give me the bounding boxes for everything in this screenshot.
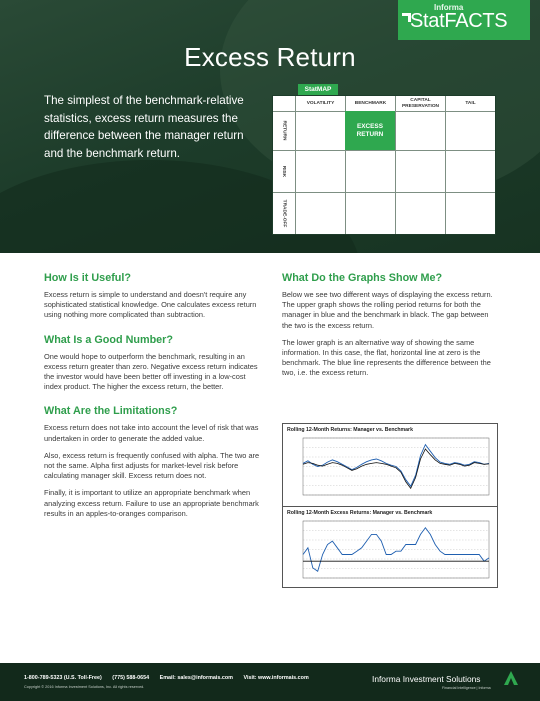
page-title: Excess Return — [184, 42, 356, 72]
statmap-col-tail: TAIL — [445, 96, 495, 111]
statmap-col-volatility: VOLATILITY — [295, 96, 345, 111]
upper-chart-title: Rolling 12-Month Returns: Manager vs. Benchmark — [287, 427, 413, 433]
footer-phone: (775) 588-0654 — [112, 675, 150, 681]
statmap-col-capital-preservation: CAPITAL PRESERVATION — [395, 96, 445, 111]
lower-chart — [287, 518, 493, 586]
section-heading-useful: How Is it Useful? — [44, 272, 131, 284]
logo-informa-text: Informa — [434, 3, 464, 12]
right-column — [282, 272, 498, 386]
footer-copyright: Copyright © 2016 Informa Investment Solutions, Inc. All rights reserved. — [24, 685, 145, 689]
upper-chart-series-1 — [303, 449, 489, 488]
upper-chart — [287, 435, 493, 503]
header-banner — [0, 0, 540, 253]
section-paragraph: Excess return is simple to understand and doesn't require any sophisticated statistical knowledge. One calculates excess return using nothing more complicated than subtraction. — [44, 290, 257, 320]
section-heading-limitations: What Are the Limitations? — [44, 405, 178, 418]
section-paragraph: One would hope to outperform the benchmark, resulting in an excess return greater than zero. Negative excess return indicates the investor would have been better off investing in a low-cost index product. The higher the excess return, the better. — [44, 351, 258, 392]
statmap-line — [273, 192, 495, 193]
footer-contact — [24, 675, 318, 681]
footer-web[interactable]: Visit: www.informais.com — [243, 675, 309, 681]
footer-phone-toll-free: 1-800-789-5323 (U.S. Toll-Free) — [24, 675, 102, 681]
footer-subbrand: Financial Intelligence | Informa — [442, 686, 491, 690]
section-heading-good-number: What Is a Good Number? — [44, 333, 173, 346]
statmap-tab: StatMAP — [298, 84, 338, 96]
chart-divider — [283, 506, 497, 507]
statmap-col-benchmark: BENCHMARK — [345, 96, 395, 111]
informa-logo-icon — [502, 669, 520, 687]
section-paragraph: Excess return does not take into account the level of risk that was undertaken in order to generate the added value. — [44, 423, 259, 443]
statmap-active-cell: EXCESS RETURN — [345, 111, 395, 150]
section-paragraph: The lower graph is an alternative way of showing the same information. In this case, the flat, horizontal line at zero is the benchmark. The blue line represents the difference between the two, i.e. the excess return. — [282, 337, 491, 378]
statmap-line — [395, 96, 396, 234]
statmap-row-return: RETURN — [281, 120, 287, 141]
statmap-row-trade-off: TRADE-OFF — [281, 199, 287, 228]
section-paragraph: Also, excess return is frequently confused with alpha. The two are not the same. Alpha first adjusts for market-level risk before calculating manager skill. Excess return does not. — [44, 450, 260, 481]
section-heading-graphs: What Do the Graphs Show Me? — [282, 272, 443, 284]
intro-text: The simplest of the benchmark-relative statistics, excess return measures the difference between the manager return and the benchmark return. — [44, 94, 244, 160]
section-paragraph: Below we see two different ways of displaying the excess return. The upper graph shows the rolling period returns for both the manager in blue and the benchmark in black. The gap between the two is the excess return. — [282, 290, 493, 330]
section-paragraph: Finally, it is important to utilize an appropriate benchmark when analyzing excess return. Failure to use an appropriate benchmark results in an apples-to-oranges comparison. — [44, 488, 259, 518]
graphs-panel — [282, 423, 498, 588]
logo-statfacts-text: StatFACTS — [410, 10, 508, 32]
upper-chart-series-0 — [303, 445, 489, 487]
statmap-line — [273, 150, 495, 151]
footer — [0, 663, 540, 701]
statfacts-logo — [398, 0, 530, 40]
statmap-line — [295, 96, 296, 234]
footer-email[interactable]: Email: sales@informais.com — [159, 675, 233, 681]
statmap-row-risk: RISK — [281, 165, 287, 178]
lower-chart-title: Rolling 12-Month Excess Returns: Manager vs. Benchmark — [287, 510, 433, 516]
footer-brand: Informa Investment Solutions — [372, 674, 481, 684]
statmap-line — [445, 96, 446, 234]
left-column — [44, 272, 264, 526]
statmap-grid — [272, 95, 496, 235]
